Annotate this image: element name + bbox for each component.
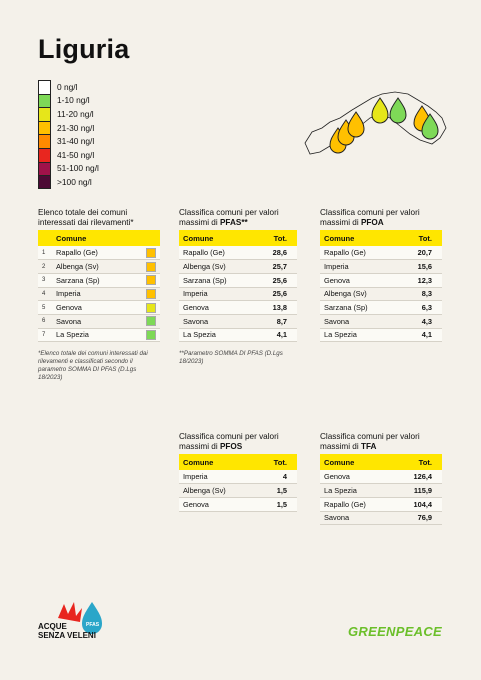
list-title: Elenco totale dei comuni interessati dai rilevamenti*: [38, 208, 134, 227]
value-cell: 104,4: [394, 497, 442, 511]
legend-item: [38, 175, 99, 189]
table-row: [320, 511, 442, 525]
legend-item: [38, 121, 99, 135]
table-row: [320, 301, 442, 315]
comune-cell: Albenga (Sv): [179, 260, 255, 274]
pfoa-block: [320, 208, 442, 342]
table-row: [179, 301, 297, 315]
rank-cell: 4: [38, 287, 52, 301]
tfa-col-tot: Tot.: [394, 454, 442, 470]
color-cell: [142, 301, 160, 315]
legend-swatch: [38, 94, 51, 108]
value-cell: 12,3: [399, 273, 442, 287]
rank-cell: 3: [38, 273, 52, 287]
legend-swatch: [38, 134, 51, 148]
pfas-table: [179, 230, 297, 342]
tfa-block: [320, 432, 442, 525]
value-cell: 25,6: [255, 287, 297, 301]
table-row: [179, 260, 297, 274]
comune-cell: Savona: [320, 314, 399, 328]
pfas-col-tot: Tot.: [255, 230, 297, 246]
legend-item: [38, 134, 99, 148]
comune-cell: Rapallo (Ge): [179, 246, 255, 260]
value-cell: 15,6: [399, 260, 442, 274]
comune-cell: Genova: [320, 273, 399, 287]
tfa-table: [320, 454, 442, 525]
liguria-map: [300, 88, 450, 163]
comune-cell: Genova: [179, 497, 256, 511]
campaign-line-1: ACQUE: [38, 622, 67, 631]
value-cell: 115,9: [394, 484, 442, 498]
table-row: [179, 328, 297, 342]
rank-cell: 6: [38, 314, 52, 328]
table-row: [38, 328, 160, 342]
level-swatch: [146, 248, 156, 258]
table-row: [320, 260, 442, 274]
value-cell: 8,7: [255, 314, 297, 328]
value-cell: 76,9: [394, 511, 442, 525]
table-row: [38, 246, 160, 260]
table-row: [179, 314, 297, 328]
comune-cell: Savona: [52, 314, 142, 328]
legend-swatch: [38, 162, 51, 176]
comune-cell: Savona: [179, 314, 255, 328]
table-row: [179, 246, 297, 260]
list-header: Comune: [38, 230, 160, 246]
campaign-line-2: SENZA VELENI: [38, 631, 96, 640]
value-cell: 6,3: [399, 301, 442, 315]
pfas-block: [179, 208, 297, 366]
legend-item: [38, 162, 99, 176]
comune-cell: Sarzana (Sp): [320, 301, 399, 315]
level-swatch: [146, 275, 156, 285]
legend-label: 31-40 ng/l: [57, 136, 95, 147]
rank-cell: 2: [38, 260, 52, 274]
legend-swatch: [38, 175, 51, 189]
color-cell: [142, 260, 160, 274]
greenpeace-logo: GREENPEACE: [348, 624, 443, 639]
rank-cell: 5: [38, 301, 52, 315]
comune-cell: Imperia: [320, 260, 399, 274]
comune-cell: Rapallo (Ge): [320, 497, 394, 511]
table-row: [179, 287, 297, 301]
map-pin-icon: [390, 98, 406, 123]
pfas-title: Classifica comuni per valori massimi di PFAS**: [179, 208, 279, 227]
rank-cell: 7: [38, 328, 52, 342]
value-cell: 25,7: [255, 260, 297, 274]
level-swatch: [146, 316, 156, 326]
comune-cell: Albenga (Sv): [179, 484, 256, 498]
table-row: [320, 484, 442, 498]
tfa-col-comune: Comune: [320, 454, 394, 470]
pfos-col-tot: Tot.: [256, 454, 297, 470]
comune-cell: La Spezia: [179, 328, 255, 342]
comune-cell: Savona: [320, 511, 394, 525]
table-row: [179, 273, 297, 287]
table-row: [38, 314, 160, 328]
value-cell: 126,4: [394, 470, 442, 484]
table-row: [38, 273, 160, 287]
color-cell: [142, 314, 160, 328]
color-cell: [142, 287, 160, 301]
value-cell: 13,8: [255, 301, 297, 315]
color-legend: [38, 80, 99, 189]
list-block: [38, 208, 160, 382]
comune-cell: Genova: [52, 301, 142, 315]
pfoa-table: [320, 230, 442, 342]
pfoa-col-tot: Tot.: [399, 230, 442, 246]
pfoa-title: Classifica comuni per valori massimi di PFOA: [320, 208, 420, 227]
comune-cell: Rapallo (Ge): [320, 246, 399, 260]
paint-splash-icon: [58, 602, 82, 622]
comune-cell: Rapallo (Ge): [52, 246, 142, 260]
page-title: Liguria: [38, 34, 130, 64]
comune-cell: Albenga (Sv): [320, 287, 399, 301]
table-row: [320, 246, 442, 260]
comune-cell: La Spezia: [52, 328, 142, 342]
comune-cell: Imperia: [179, 287, 255, 301]
value-cell: 4,1: [399, 328, 442, 342]
legend-label: 21-30 ng/l: [57, 122, 95, 133]
table-row: [38, 260, 160, 274]
pfos-title: Classifica comuni per valori massimi di PFOS: [179, 432, 279, 451]
legend-label: >100 ng/l: [57, 176, 92, 187]
level-swatch: [146, 303, 156, 313]
comune-cell: Genova: [320, 470, 394, 484]
pfoa-col-comune: Comune: [320, 230, 399, 246]
table-row: [38, 287, 160, 301]
level-swatch: [146, 289, 156, 299]
legend-item: [38, 94, 99, 108]
rank-cell: 1: [38, 246, 52, 260]
color-cell: [142, 246, 160, 260]
legend-label: 51-100 ng/l: [57, 163, 99, 174]
value-cell: 20,7: [399, 246, 442, 260]
legend-item: [38, 148, 99, 162]
legend-item: [38, 107, 99, 121]
value-cell: 4,3: [399, 314, 442, 328]
pfas-note: **Parametro SOMMA DI PFAS (D.Lgs 18/2023): [179, 350, 283, 366]
value-cell: 28,6: [255, 246, 297, 260]
legend-swatch: [38, 107, 51, 121]
comune-cell: La Spezia: [320, 328, 399, 342]
value-cell: 8,3: [399, 287, 442, 301]
comune-cell: Albenga (Sv): [52, 260, 142, 274]
legend-label: 11-20 ng/l: [57, 108, 94, 119]
legend-item: [38, 80, 99, 94]
comune-cell: Imperia: [179, 470, 256, 484]
level-swatch: [146, 262, 156, 272]
value-cell: 25,6: [255, 273, 297, 287]
value-cell: 4: [256, 470, 297, 484]
map-pin-icon: [372, 98, 388, 123]
comune-cell: La Spezia: [320, 484, 394, 498]
value-cell: 4,1: [255, 328, 297, 342]
campaign-name: [38, 622, 96, 640]
value-cell: 1,5: [256, 484, 297, 498]
table-row: [320, 273, 442, 287]
color-cell: [142, 273, 160, 287]
table-row: [179, 484, 297, 498]
legend-swatch: [38, 80, 51, 94]
legend-swatch: [38, 121, 51, 135]
table-row: [320, 497, 442, 511]
pfos-col-comune: Comune: [179, 454, 256, 470]
value-cell: 1,5: [256, 497, 297, 511]
map-pin-icon: [348, 112, 364, 137]
legend-label: 1-10 ng/l: [57, 95, 90, 106]
legend-label: 0 ng/l: [57, 81, 78, 92]
list-table: [38, 230, 160, 342]
campaign-badge: PFAS: [86, 622, 100, 628]
pfos-block: [179, 432, 297, 512]
comune-cell: Sarzana (Sp): [52, 273, 142, 287]
table-row: [38, 301, 160, 315]
table-row: [320, 314, 442, 328]
legend-label: 41-50 ng/l: [57, 149, 95, 160]
level-swatch: [146, 330, 156, 340]
color-cell: [142, 328, 160, 342]
comune-cell: Imperia: [52, 287, 142, 301]
table-row: [179, 497, 297, 511]
legend-swatch: [38, 148, 51, 162]
tfa-title: Classifica comuni per valori massimi di TFA: [320, 432, 420, 451]
table-row: [320, 287, 442, 301]
table-row: [320, 470, 442, 484]
pfos-table: [179, 454, 297, 512]
table-row: [179, 470, 297, 484]
list-note: *Elenco totale dei comuni interessati dai rilevamenti e classificati secondo il parametro SOMMA DI PFAS (D.Lgs 18/2023): [38, 350, 148, 381]
table-row: [320, 328, 442, 342]
comune-cell: Sarzana (Sp): [179, 273, 255, 287]
pfas-col-comune: Comune: [179, 230, 255, 246]
comune-cell: Genova: [179, 301, 255, 315]
